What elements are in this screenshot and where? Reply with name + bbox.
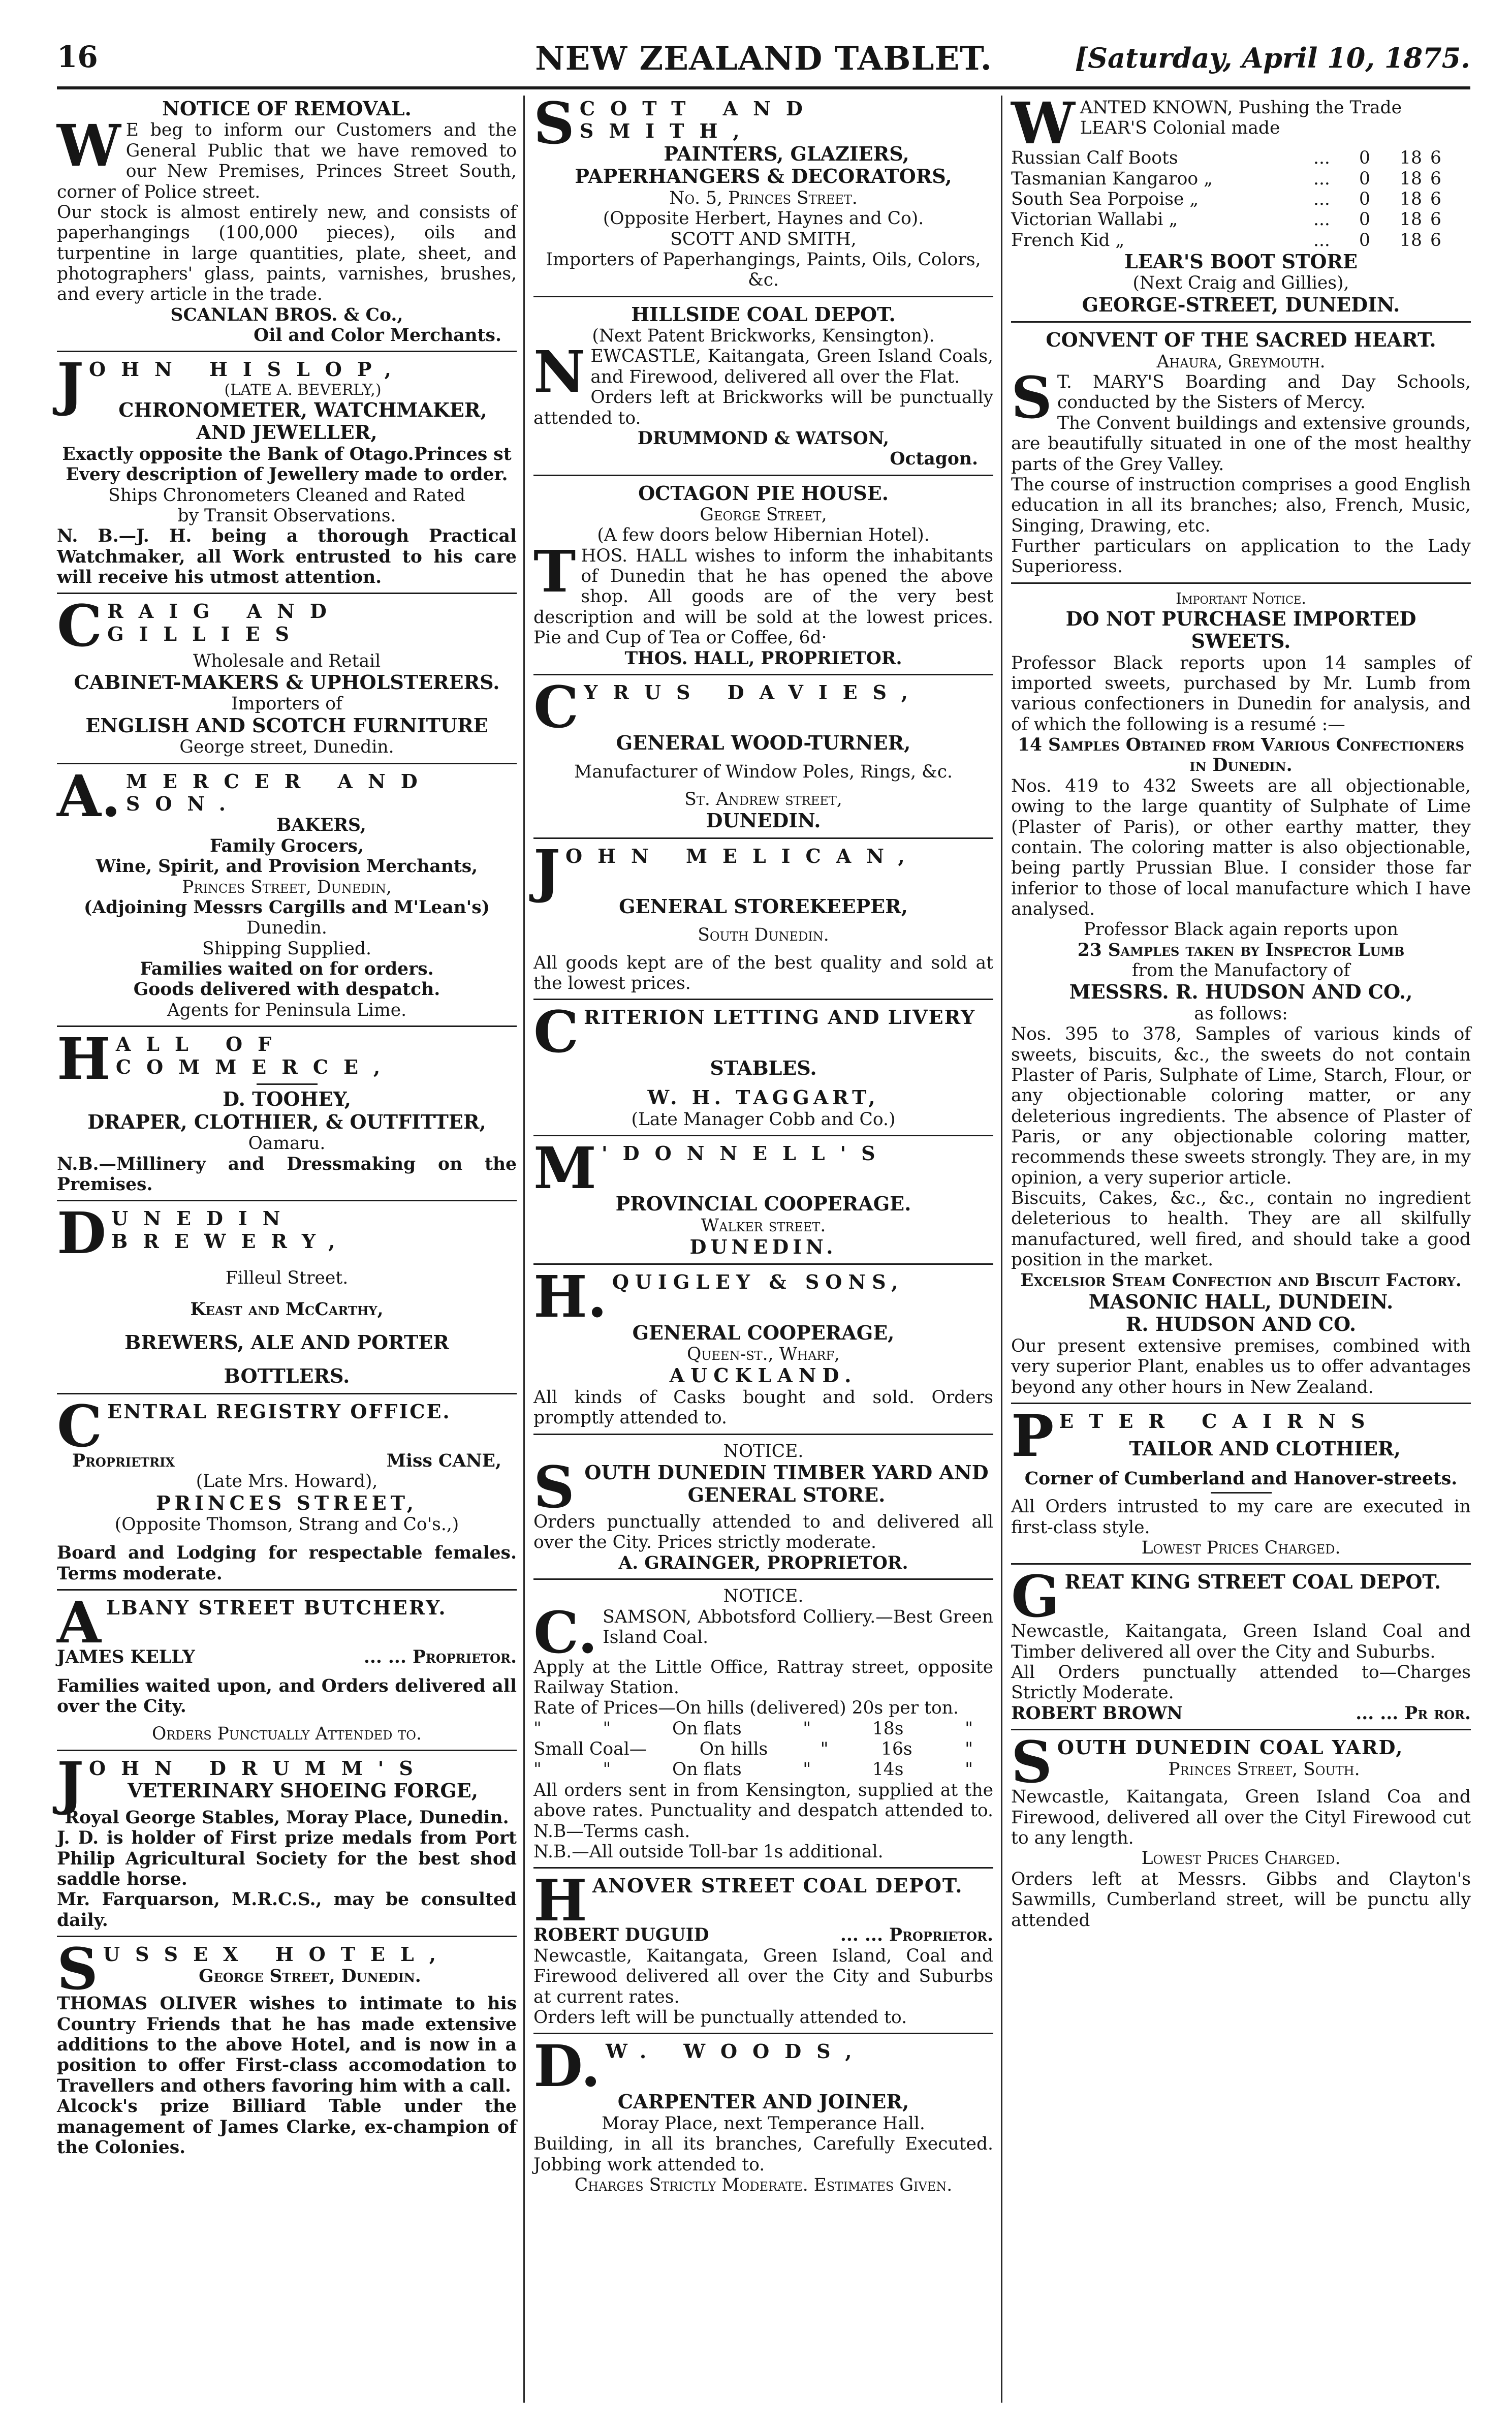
drop-cap: C — [533, 674, 579, 741]
ad-line: SCOTT AND SMITH, — [670, 229, 857, 250]
price-cell: Small Coal— — [533, 1739, 647, 1760]
rule — [257, 1083, 318, 1085]
price-cell: " — [965, 1739, 973, 1760]
ad-line: South Dunedin. — [698, 925, 829, 946]
ad-line: AND JEWELLER, — [196, 421, 377, 444]
drop-cap: H. — [533, 1264, 607, 1331]
ad-heading: OUTH DUNEDIN COAL YARD, — [1057, 1736, 1404, 1759]
ad-body: Further particulars on application to the Lady Superioress. — [1011, 536, 1471, 577]
price-cell: " — [533, 1718, 542, 1739]
ad-quigley-and-sons — [533, 1264, 993, 1435]
drop-cap: G — [1011, 1564, 1060, 1631]
price-cell: 6 — [1430, 148, 1441, 169]
page-number: 16 — [57, 40, 98, 74]
price-cell: 18 — [1400, 230, 1422, 251]
ad-line: PRINCES STREET, — [155, 1491, 418, 1514]
ad-body: All Orders punctually attended to—Charges Strictly Moderate. — [1011, 1662, 1471, 1703]
price-cell: 6 — [1430, 209, 1441, 230]
price-cell: 0 — [1359, 168, 1370, 189]
ad-line: Families waited on for orders. — [140, 958, 434, 979]
ad-signature: DRUMMOND & WATSON, — [637, 428, 890, 449]
ad-body: All goods kept are of the best quality and sold at the lowest prices. — [533, 952, 993, 994]
ad-line: STABLES. — [710, 1056, 817, 1079]
ad-body: THOMAS OLIVER wishes to intimate to his Country Friends that he has made extensive additions to the above Hotel, and is now in a position to offer First-class accomodation to Travellers and others favoring him with a call. — [57, 1994, 517, 2096]
ad-john-drumms-forge — [57, 1750, 517, 1937]
ad-line: Miss CANE, — [386, 1450, 501, 1471]
ad-body: Families waited upon, and Orders delivered all over the City. — [57, 1675, 517, 1717]
ad-line: as follows: — [1194, 1003, 1288, 1024]
ad-signature: SCANLAN BROS. & Co., — [170, 304, 403, 325]
ad-line: Walker street. — [701, 1215, 826, 1236]
price-cell: ... — [1313, 189, 1330, 209]
ad-line: from the Manufactory of — [1131, 960, 1350, 981]
ad-line: Agents for Peninsula Lime. — [167, 1000, 407, 1020]
ad-line: VETERINARY SHOEING FORGE, — [128, 1779, 478, 1802]
ad-line: Filleul Street. — [225, 1268, 349, 1289]
ad-body: All Orders intrusted to my care are executed in first-class style. — [1011, 1497, 1471, 1538]
issue-date: [Saturday, April 10, 1875. — [1075, 42, 1470, 74]
ad-heading: LBANY STREET BUTCHERY. — [106, 1596, 447, 1620]
ad-line: (Late Mrs. Howard), — [196, 1471, 378, 1492]
ad-body: Professor Black reports upon 14 samples of imported sweets, purchased by Mr. Lumb from various confectioners in Dunedin for analysis, and of which the following is a resumé :— — [1011, 652, 1471, 735]
ad-heading: REAT KING STREET COAL DEPOT. — [1064, 1570, 1441, 1594]
ad-line: DRAPER, CLOTHIER, & OUTFITTER, — [87, 1110, 486, 1133]
ad-line: Keast and McCarthy, — [190, 1299, 384, 1320]
column-3 — [1011, 90, 1471, 1940]
ad-title: NOTICE. — [723, 1586, 804, 1607]
price-cell: 0 — [1359, 189, 1370, 209]
ad-line: R. HUDSON AND CO. — [1125, 1313, 1357, 1336]
ad-south-dunedin-coal-yard — [1011, 1729, 1471, 1936]
ad-craig-and-gillies — [57, 593, 517, 764]
ad-body: Biscuits, Cakes, &c., &c., contain no ingredient deleterious to health. They are all skilfully manufactured, well fired, and should take a good position in the market. — [1011, 1188, 1471, 1270]
drop-cap: C — [57, 593, 103, 660]
ad-body: Apply at the Little Office, Rattray street, opposite Railway Station. — [533, 1657, 993, 1698]
ad-line: Royal George Stables, Moray Place, Dunedin. — [65, 1808, 509, 1828]
ad-line: (A few doors below Hibernian Hotel). — [597, 525, 930, 546]
drop-cap: C. — [533, 1599, 598, 1666]
ad-heading: OUTH DUNEDIN TIMBER YARD AND GENERAL STORE. — [584, 1460, 989, 1507]
ad-great-king-street-coal — [1011, 1564, 1471, 1730]
ad-hall-of-commerce — [57, 1026, 517, 1201]
price-cell: French Kid „ — [1011, 230, 1125, 251]
drop-cap: H — [533, 1868, 587, 1935]
price-cell: 18 — [1400, 209, 1422, 230]
ad-octagon-pie-house — [533, 480, 993, 675]
ad-line: (Late Manager Cobb and Co.) — [631, 1109, 896, 1130]
price-cell: Victorian Wallabi „ — [1011, 209, 1178, 230]
ad-criterion-stables — [533, 999, 993, 1136]
newspaper-title: NEW ZEALAND TABLET. — [535, 40, 992, 78]
price-cell: 18 — [1400, 168, 1422, 189]
ad-body: T. MARY'S Boarding and Day Schools, conducted by the Sisters of Mercy. — [1057, 372, 1471, 413]
ad-body: Orders left at Messrs. Gibbs and Clayton's Sawmills, Cumberland street, will be punctu ally attended — [1011, 1869, 1471, 1931]
price-cell: Russian Calf Boots — [1011, 148, 1178, 169]
ad-line: GENERAL STOREKEEPER, — [619, 894, 908, 918]
ad-line: BAKERS, — [276, 815, 366, 836]
ad-line: Princes Street, Dunedin, — [182, 877, 392, 897]
ad-line: GENERAL WOOD-TURNER, — [616, 731, 911, 755]
ad-heading: ENTRAL REGISTRY OFFICE. — [107, 1400, 451, 1423]
ad-heading: OHN HISLOP, — [89, 358, 406, 381]
ad-heading: OHN DRUMM'S — [89, 1756, 428, 1780]
ad-line: Lowest Prices Charged. — [1141, 1848, 1341, 1869]
ad-line: George Street, Dunedin. — [199, 1966, 421, 1986]
ad-line: TAILOR AND CLOTHIER, — [1129, 1437, 1401, 1460]
ad-line: Ships Chronometers Cleaned and Rated — [108, 485, 465, 506]
price-cell: South Sea Porpoise „ — [1011, 189, 1199, 209]
drop-cap: T — [533, 538, 576, 605]
ad-line: LEAR'S Colonial made — [1080, 118, 1280, 139]
ad-line: CARPENTER AND JOINER, — [617, 2090, 909, 2113]
ad-line: BOTTLERS. — [224, 1364, 350, 1388]
masthead — [57, 40, 1470, 84]
ad-line: (LATE A. BEVERLY,) — [224, 381, 382, 399]
price-cell: ... — [1313, 168, 1330, 189]
ad-heading: 'DONNELL'S — [601, 1141, 891, 1165]
column-rule — [1001, 96, 1002, 2403]
ad-body: Our stock is almost entirely new, and consists of paperhangings (100,000 pieces), oils and turpentine in large quantities, plate, sheet, and photographers' glass, paints, varnishes, brushes, and every article in the trade. — [57, 202, 517, 305]
drop-cap: S — [57, 1936, 98, 2003]
price-row — [533, 1739, 993, 1759]
price-cell: 6 — [1430, 168, 1441, 189]
ad-line: (Adjoining Messrs Cargills and M'Lean's) — [84, 897, 490, 918]
ad-line: ROBERT BROWN — [1011, 1703, 1183, 1724]
ad-line: JAMES KELLY — [57, 1647, 195, 1668]
price-cell: ... — [1313, 230, 1330, 251]
ad-signature: Octagon. — [890, 449, 978, 470]
ad-heading: RAIG AND GILLIES — [107, 600, 342, 645]
ad-line: W. H. TAGGART, — [647, 1086, 879, 1109]
drop-cap: A — [57, 1590, 101, 1657]
ad-mdonnells-cooperage — [533, 1135, 993, 1265]
ad-body: Orders left at Brickworks will be punctually attended to. — [533, 387, 993, 428]
price-cell: 14s — [872, 1759, 904, 1780]
ad-heading: ALL OF COMMERCE, — [115, 1033, 396, 1078]
ad-a-mercer-and-son — [57, 763, 517, 1028]
ad-line: LEAR'S BOOT STORE — [1124, 250, 1358, 273]
ad-line: GEORGE-STREET, DUNEDIN. — [1082, 293, 1400, 316]
ad-line: MASONIC HALL, DUNDEIN. — [1088, 1290, 1394, 1313]
ad-line: AUCKLAND. — [669, 1364, 858, 1387]
ad-title: NOTICE OF REMOVAL. — [162, 97, 412, 120]
ad-line: Ahaura, Greymouth. — [1156, 351, 1326, 372]
ad-body: J. D. is holder of First prize medals from Port Philip Agricultural Society for the best shod saddle horse. — [57, 1828, 517, 1890]
ad-central-registry-office — [57, 1393, 517, 1591]
rule — [1211, 1492, 1272, 1494]
price-cell: 0 — [1359, 230, 1370, 251]
ad-d-w-woods — [533, 2033, 993, 2200]
ad-line: ... ... Proprietor. — [840, 1925, 993, 1946]
ad-line: Corner of Cumberland and Hanover-streets. — [1024, 1468, 1458, 1489]
ad-line: Oamaru. — [248, 1133, 326, 1154]
ad-line: Wholesale and Retail — [193, 650, 381, 671]
ad-heading: YRUS DAVIES, — [584, 680, 923, 704]
ad-line: Dunedin. — [246, 918, 327, 939]
ad-body: Mr. Farquarson, M.R.C.S., may be consulted daily. — [57, 1889, 517, 1931]
ad-body: All orders sent in from Kensington, supplied at the above rates. Punctuality and despatch attended to. N.B—Terms cash. — [533, 1780, 993, 1842]
price-cell: ... — [1313, 209, 1330, 230]
price-cell: 0 — [1359, 148, 1370, 169]
ad-line: (Opposite Thomson, Strang and Co's.,) — [114, 1514, 459, 1535]
ad-body: N.B.—Millinery and Dressmaking on the Premises. — [57, 1154, 517, 1195]
ad-line: Orders Punctually Attended to. — [152, 1724, 422, 1745]
drop-cap: S — [1011, 365, 1052, 432]
drop-cap: S — [1011, 1729, 1052, 1796]
ad-line: Family Grocers, — [210, 835, 364, 856]
price-cell: ... — [1313, 148, 1330, 169]
ad-cyrus-davies — [533, 674, 993, 839]
ad-line: PROVINCIAL COOPERAGE. — [615, 1192, 911, 1216]
column-2 — [533, 90, 993, 2204]
ad-line: George street, Dunedin. — [179, 737, 394, 758]
ad-line: 23 Samples taken by Inspector Lumb — [1077, 940, 1405, 960]
ad-body: EWCASTLE, Kaitangata, Green Island Coals, and Firewood, delivered all over the Flat. — [590, 346, 993, 387]
ad-line: Manufacturer of Window Poles, Rings, &c. — [574, 761, 953, 782]
drop-cap: J — [533, 837, 560, 905]
ad-heading: OHN MELICAN, — [565, 844, 920, 867]
ad-line: ROBERT DUGUID — [533, 1925, 709, 1946]
price-cell: " — [803, 1759, 811, 1780]
drop-cap: N — [533, 339, 586, 406]
ad-hanover-coal-depot — [533, 1868, 993, 2034]
ad-lears-boot-store — [1011, 90, 1471, 323]
ad-signature: THOS. HALL, PROPRIETOR. — [624, 648, 902, 669]
ad-heading: UNEDIN BREWERY, — [111, 1207, 351, 1253]
ad-title: DO NOT PURCHASE IMPORTED SWEETS. — [1065, 607, 1416, 653]
ad-title: HILLSIDE COAL DEPOT. — [631, 302, 896, 326]
ad-line: PAPERHANGERS & DECORATORS, — [575, 165, 952, 188]
price-cell: On flats — [672, 1718, 742, 1739]
ad-line: Shipping Supplied. — [202, 938, 371, 959]
ad-line: Exactly opposite the Bank of Otago.Princes st — [62, 444, 512, 464]
ad-heading: ETER CAIRNS — [1059, 1409, 1380, 1433]
price-cell: 18 — [1400, 148, 1422, 169]
price-cell: 6 — [1430, 230, 1441, 251]
price-cell: " — [803, 1718, 811, 1739]
ad-scott-and-smith — [533, 90, 993, 297]
ad-line: ... ... Proprietor. — [363, 1647, 517, 1668]
ad-body: N. B.—J. H. being a thorough Practical Watchmaker, all Work entrusted to his care will receive his utmost attention. — [57, 526, 517, 588]
drop-cap: S — [533, 1454, 575, 1521]
ad-line: DUNEDIN. — [689, 1235, 837, 1258]
ad-heading: ANOVER STREET COAL DEPOT. — [592, 1874, 963, 1898]
ad-body: HOS. HALL wishes to inform the inhabitants of Dunedin that he has opened the above shop. All goods are of the very best description and will be sold at the lowest prices. Pie and Cup of Tea or Coffee, 6d· — [533, 545, 993, 648]
price-table — [1011, 148, 1471, 251]
price-cell: " — [820, 1739, 829, 1760]
ad-body: All kinds of Casks bought and sold. Orders promptly attended to. — [533, 1387, 993, 1428]
ad-title: CONVENT OF THE SACRED HEART. — [1046, 328, 1436, 352]
ad-heading: USSEX HOTEL, — [103, 1943, 451, 1966]
drop-cap: C — [57, 1393, 103, 1460]
ad-body: E beg to inform our Customers and the General Public that we have removed to our New Premises, Princes Street South, corner of Police street. — [57, 120, 517, 202]
ad-albany-street-butchery — [57, 1590, 517, 1751]
ad-line: GENERAL COOPERAGE, — [632, 1321, 895, 1344]
ad-line: Queen-st., Wharf, — [687, 1344, 840, 1364]
drop-cap: A. — [57, 763, 121, 830]
price-cell: Tasmanian Kangaroo „ — [1011, 168, 1213, 189]
ad-heading: SAMSON, Abbotsford Colliery.—Best Green Island Coal. — [603, 1606, 993, 1647]
ad-line: Excelsior Steam Confection and Biscuit Factory. — [1020, 1270, 1462, 1291]
ad-heading: ANTED KNOWN, Pushing the Trade — [1080, 98, 1402, 118]
ad-line: Rate of Prices—On hills (delivered) 20s per ton. — [533, 1698, 959, 1719]
ad-line: CHRONOMETER, WATCHMAKER, — [118, 398, 487, 421]
ad-line: (Next Patent Brickworks, Kensington). — [592, 326, 935, 347]
drop-cap: D. — [533, 2033, 601, 2100]
ad-imported-sweets-notice — [1011, 588, 1471, 1404]
ad-line: Charges Strictly Moderate. Estimates Given. — [574, 2174, 953, 2195]
ad-line: N.B.—All outside Toll-bar 1s additional. — [533, 1841, 884, 1862]
ad-kicker: Important Notice. — [1176, 589, 1306, 608]
ad-samson-coal-notice — [533, 1584, 993, 1869]
ad-line: Importers of — [231, 694, 342, 714]
drop-cap: M — [533, 1135, 596, 1202]
ad-heading: W. WOODS, — [606, 2040, 867, 2063]
ad-line: Proprietrix — [72, 1450, 175, 1471]
drop-cap: S — [533, 90, 575, 157]
drop-cap: J — [57, 1750, 84, 1817]
price-cell: " — [965, 1718, 973, 1739]
ad-line: Professor Black again reports upon — [1084, 919, 1398, 940]
ad-body: Orders left will be punctually attended to. — [533, 2007, 907, 2028]
column-1 — [57, 96, 517, 2167]
drop-cap: H — [57, 1026, 111, 1093]
ad-line: Goods delivered with despatch. — [133, 979, 440, 1000]
ad-body: Nos. 395 to 378, Samples of various kinds of sweets, biscuits, &c., the sweets do not contain Plaster of Paris, Sulphate of Lime, Starch, Flour, or any objectionable coloring matter, or any deleterious ingredients. The absence of Plaster of Paris, or any objectionable coloring matter, recommends these sweets strongly. They are, in my opinion, a very superior article. — [1011, 1024, 1471, 1188]
price-row — [533, 1759, 993, 1780]
price-cell: On flats — [672, 1759, 742, 1780]
masthead-rule — [57, 86, 1470, 89]
ad-body: Newcastle, Kaitangata, Green Island, Coal and Firewood delivered all over the City and Suburbs at current rates. — [533, 1945, 993, 2007]
ad-line: (Next Craig and Gillies), — [1132, 273, 1349, 294]
ad-line: ... ... Pr ror. — [1356, 1703, 1471, 1724]
ad-signature: Oil and Color Merchants. — [254, 325, 501, 346]
drop-cap: W — [57, 113, 121, 180]
price-cell: 16s — [881, 1739, 912, 1760]
ad-john-melican — [533, 837, 993, 1001]
drop-cap: P — [1011, 1403, 1054, 1470]
price-row — [533, 1719, 993, 1739]
ad-body: Orders punctually attended to and delivered all over the City. Prices strictly moderate. — [533, 1512, 993, 1553]
ad-line: George Street, — [700, 505, 827, 525]
ad-line: Wine, Spirit, and Provision Merchants, — [96, 856, 478, 877]
ad-heading: MERCER AND SON. — [125, 769, 433, 815]
drop-cap: W — [1011, 90, 1075, 157]
price-cell: 6 — [1430, 189, 1441, 209]
ad-dunedin-brewery — [57, 1200, 517, 1394]
ad-line: St. Andrew street, — [684, 789, 842, 810]
ad-body: Newcastle, Kaitangata, Green Island Coa and Firewood, delivered all over the Cityl Firewood cut to any length. — [1011, 1787, 1471, 1849]
ad-line: by Transit Observations. — [177, 505, 396, 526]
price-cell: 18s — [872, 1718, 904, 1739]
ad-body: Alcock's prize Billiard Table under the management of James Clarke, ex-champion of the Colonies. — [57, 2096, 517, 2158]
ad-body: Newcastle, Kaitangata, Green Island Coal and Timber delivered all over the City and Suburbs. — [1011, 1621, 1471, 1662]
ad-line: No. 5, Princes Street. — [669, 188, 858, 208]
ad-line: PAINTERS, GLAZIERS, — [664, 142, 909, 165]
ad-body: Our present extensive premises, combined with very superior Plant, enables us to offer advantages beyond any other hours in New Zealand. — [1011, 1335, 1471, 1397]
ad-line: 14 Samples Obtained from Various Confectioners in Dunedin. — [1018, 735, 1464, 776]
ad-line: (Opposite Herbert, Haynes and Co). — [603, 208, 924, 229]
ad-line: DUNEDIN. — [706, 809, 821, 832]
ad-timber-yard-notice — [533, 1439, 993, 1580]
ad-line: Every description of Jewellery made to order. — [66, 464, 508, 485]
column-rule — [523, 96, 525, 2403]
ad-body: The Convent buildings and extensive grounds, are beautifully situated in one of the most healthy parts of the Grey Valley. — [1011, 413, 1471, 475]
ad-body: Nos. 419 to 432 Sweets are all objectionable, owing to the large quantity of Sulphate of Lime (Plaster of Paris), or other earthy matter, they contain. The coloring matter is also objectionable, being partly Prussian Blue. I consider those far inferior to those of local manufacture which I have analysed. — [1011, 775, 1471, 919]
ad-heading: COTT AND SMITH, — [579, 97, 818, 143]
ad-body: The course of instruction comprises a good English education in all its branches; also, French, Music, Singing, Drawing, etc. — [1011, 474, 1471, 536]
drop-cap: D — [57, 1200, 107, 1267]
ad-line: MESSRS. R. HUDSON AND CO., — [1069, 980, 1413, 1004]
ad-body: Building, in all its branches, Carefully Executed. Jobbing work attended to. — [533, 2134, 993, 2175]
ad-heading: QUIGLEY & SONS, — [612, 1270, 904, 1294]
price-cell: 18 — [1400, 189, 1422, 209]
ad-line: Moray Place, next Temperance Hall. — [602, 2113, 925, 2134]
drop-cap: C — [533, 999, 579, 1066]
ad-title: NOTICE. — [723, 1441, 804, 1462]
ad-heading: RITERION LETTING AND LIVERY — [584, 1006, 976, 1029]
ad-line: CABINET-MAKERS & UPHOLSTERERS. — [74, 670, 500, 694]
ad-line: Princes Street, South. — [1168, 1759, 1360, 1780]
ad-sussex-hotel — [57, 1936, 517, 2163]
ad-line: D. TOOHEY, — [223, 1087, 351, 1111]
ad-signature: A. GRAINGER, PROPRIETOR. — [618, 1552, 908, 1573]
ad-title: OCTAGON PIE HOUSE. — [638, 481, 889, 505]
ad-line: Importers of Paperhangings, Paints, Oils, Colors, &c. — [546, 249, 981, 291]
ad-john-hislop — [57, 351, 517, 594]
price-cell: " — [533, 1759, 542, 1780]
drop-cap: J — [57, 351, 84, 418]
ad-peter-cairns — [1011, 1403, 1471, 1565]
price-cell: " — [603, 1759, 611, 1780]
price-cell: " — [965, 1759, 973, 1780]
ad-line: BREWERS, ALE AND PORTER — [124, 1330, 449, 1354]
ad-notice-of-removal — [57, 96, 517, 352]
ad-convent-sacred-heart — [1011, 327, 1471, 583]
price-cell: " — [603, 1718, 611, 1739]
ad-hillside-coal-depot — [533, 301, 993, 476]
ad-line: Lowest Prices Charged. — [1141, 1537, 1341, 1558]
price-cell: 0 — [1359, 209, 1370, 230]
price-cell: On hills — [699, 1739, 768, 1760]
ad-body: Board and Lodging for respectable females. Terms moderate. — [57, 1543, 517, 1584]
ad-line: ENGLISH AND SCOTCH FURNITURE — [85, 713, 488, 737]
